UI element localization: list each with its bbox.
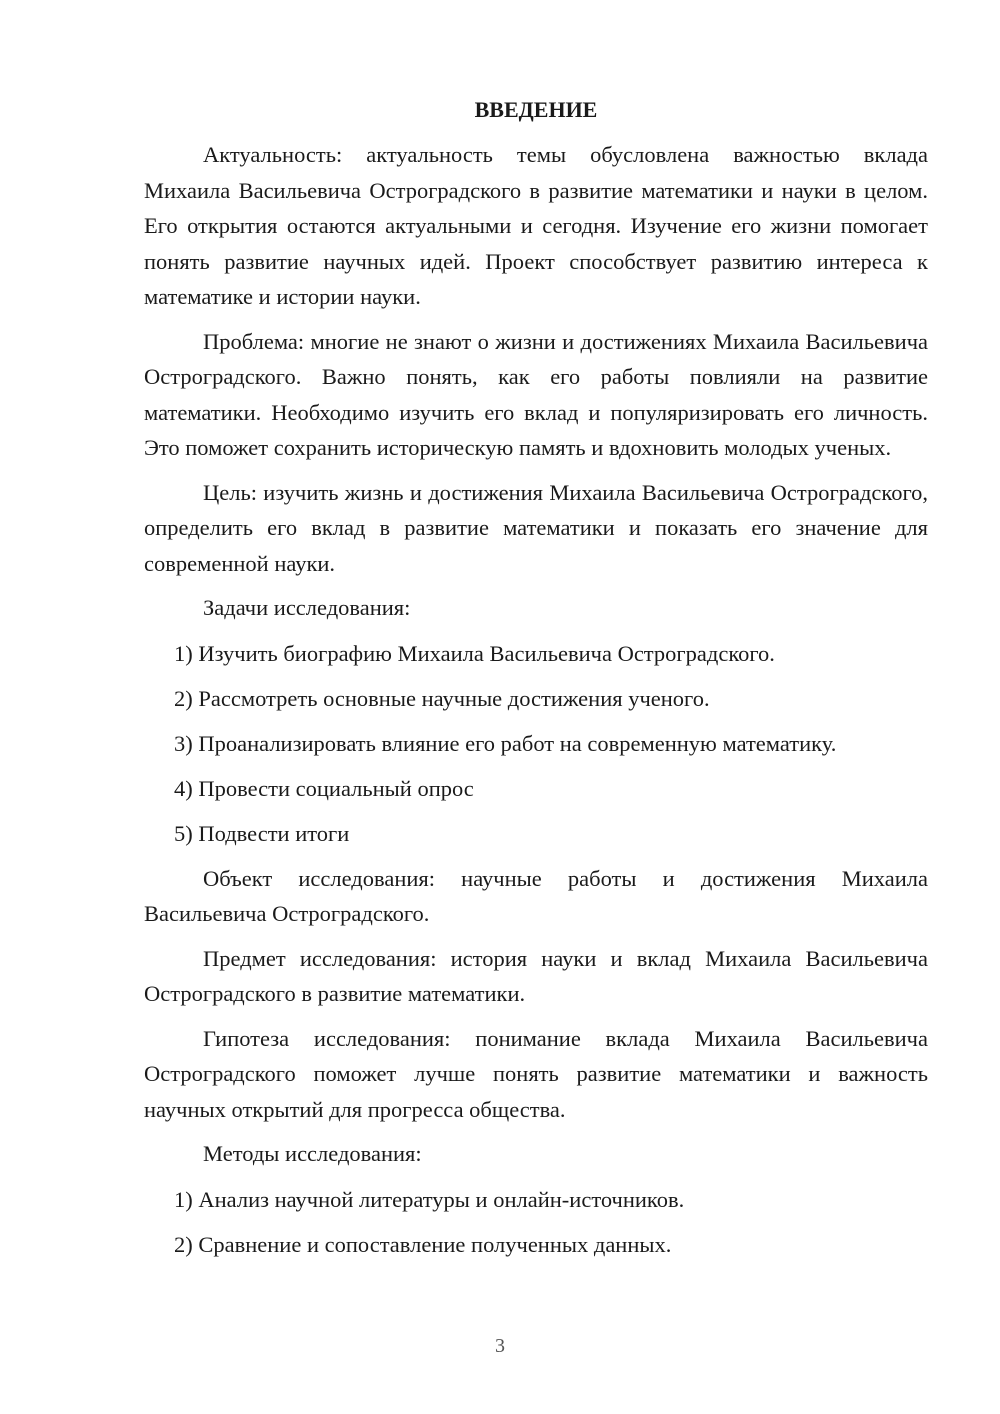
goal-paragraph: Цель: изучить жизнь и достижения Михаила Васильевича Остроградского, определить его вклад в развитие математики и показать его значение для современной науки. xyxy=(144,479,928,576)
hypothesis-paragraph: Гипотеза исследования: понимание вклада Михаила Васильевича Остроградского поможет лучше понять развитие математики и важность научных открытий для прогресса общества. xyxy=(144,1025,928,1122)
page-content xyxy=(144,95,928,1272)
problem-paragraph: Проблема: многие не знают о жизни и достижениях Михаила Васильевича Остроградского. Важно понять, как его работы повлияли на развитие математики. Необходимо изучить его вклад и популяризировать его личность. Это поможет сохранить историческую память и вдохновить молодых ученых. xyxy=(144,328,928,460)
list-item: 1) Анализ научной литературы и онлайн-источников. xyxy=(174,1186,685,1212)
list-item: 5) Подвести итоги xyxy=(174,820,350,846)
page-number: 3 xyxy=(495,1335,505,1357)
list-item: 3) Проанализировать влияние его работ на современную математику. xyxy=(174,730,837,756)
list-item: 2) Сравнение и сопоставление полученных данных. xyxy=(174,1231,672,1257)
methods-title: Методы исследования: xyxy=(203,1141,422,1166)
tasks-title: Задачи исследования: xyxy=(203,595,411,620)
methods-list xyxy=(144,1182,928,1263)
section-heading: ВВЕДЕНИЕ xyxy=(474,97,598,122)
list-item: 4) Провести социальный опрос xyxy=(174,775,474,801)
relevance-paragraph: Актуальность: актуальность темы обусловлена важностью вклада Михаила Васильевича Остроградского в развитие математики и науки в целом. Его открытия остаются актуальными и сегодня. Изучение его жизни помогает понять развитие научных идей. Проект способствует развитию интереса к математике и истории науки. xyxy=(144,142,928,309)
subject-paragraph: Предмет исследования: история науки и вклад Михаила Васильевича Остроградского в развитие математики. xyxy=(144,945,928,1006)
tasks-list xyxy=(144,636,928,852)
list-item: 1) Изучить биографию Михаила Васильевича Остроградского. xyxy=(174,640,775,666)
list-item: 2) Рассмотреть основные научные достижения ученого. xyxy=(174,685,710,711)
object-paragraph: Объект исследования: научные работы и достижения Михаила Васильевича Остроградского. xyxy=(144,865,928,926)
